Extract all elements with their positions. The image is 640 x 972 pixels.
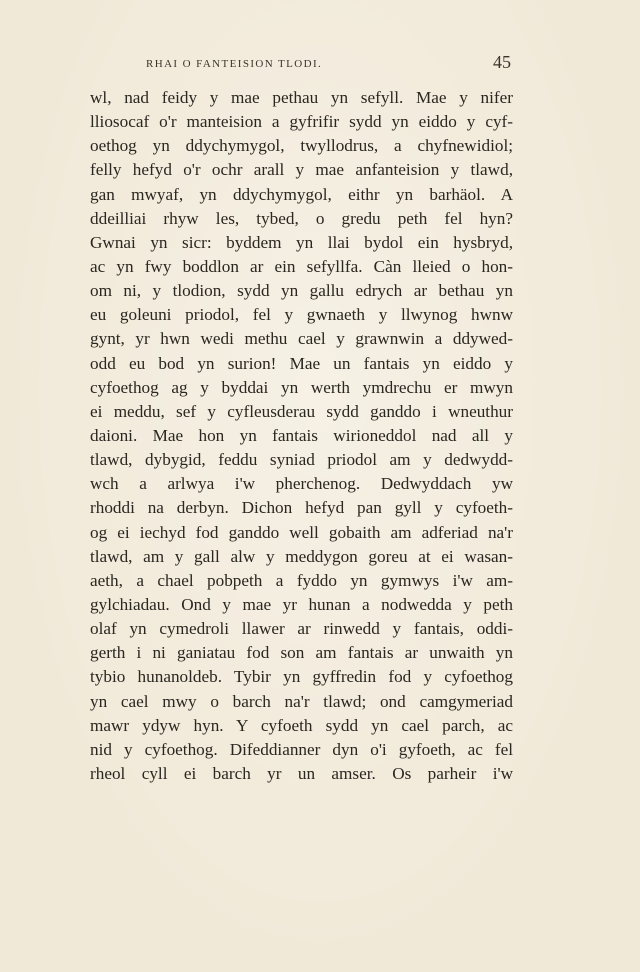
text-line: mawr ydyw hyn. Y cyfoeth sydd yn cael parch, ac [90,715,513,735]
text-line: ei meddu, sef y cyfleusderau sydd ganddo i wneuthur [90,401,513,421]
page-number: 45 [493,52,511,72]
text-line: rhoddi na derbyn. Dichon hefyd pan gyll y cyfoeth- [90,498,513,518]
text-line: gylchiadau. Ond y mae yr hunan a nodwedda y peth [90,594,513,614]
text-line: tlawd, dybygid, feddu syniad priodol am y dedwydd- [90,450,513,470]
running-title: RHAI O FANTEISION TLODI. [146,58,323,70]
text-line: nid y cyfoethog. Difeddianner dyn o'i gyfoeth, ac fel [90,739,513,759]
text-line: odd eu bod yn surion! Mae un fantais yn eiddo y [90,353,513,373]
text-line: oethog yn ddychymygol, twyllodrus, a chyfnewidiol; [90,136,513,156]
text-line: om ni, y tlodion, sydd yn gallu edrych ar bethau yn [90,281,513,301]
text-line: felly hefyd o'r ochr arall y mae anfanteision y tlawd, [90,160,513,180]
text-line: yn cael mwy o barch na'r tlawd; ond camgymeriad [90,691,513,711]
text-line: og ei iechyd fod ganddo well gobaith am adferiad na'r [90,522,513,542]
text-line: lliosocaf o'r manteision a gyfrifir sydd yn eiddo y cyf- [90,112,513,132]
body-text [90,86,513,786]
text-line: gan mwyaf, yn ddychymygol, eithr yn barhäol. A [90,184,513,204]
text-line: wch a arlwya i'w pherchenog. Dedwyddach yw [90,474,513,494]
text-line: cyfoethog ag y byddai yn werth ymdrechu er mwyn [90,377,513,397]
text-line: daioni. Mae hon yn fantais wirioneddol nad all y [90,425,513,445]
page-header [96,52,511,76]
text-line: aeth, a chael pobpeth a fyddo yn gymwys i'w am- [90,570,513,590]
text-line: tybio hunanoldeb. Tybir yn gyffredin fod y cyfoethog [90,667,513,687]
text-line: ddeilliai rhyw les, tybed, o gredu peth fel hyn? [90,208,513,228]
text-line: tlawd, am y gall alw y meddygon goreu at ei wasan- [90,546,513,566]
text-line: rheol cyll ei barch yr un amser. Os parheir i'w [90,763,513,783]
text-line: eu goleuni priodol, fel y gwnaeth y llwynog hwnw [90,305,513,325]
text-line: wl, nad feidy y mae pethau yn sefyll. Mae y nifer [90,88,513,107]
text-line: gerth i ni ganiatau fod son am fantais ar unwaith yn [90,643,513,663]
text-line: Gwnai yn sicr: byddem yn llai bydol ein hysbryd, [90,232,513,252]
text-line: ac yn fwy boddlon ar ein sefyllfa. Càn lleied o hon- [90,256,513,276]
text-line: gynt, yr hwn wedi methu cael y grawnwin a ddywed- [90,329,513,349]
text-line: olaf yn cymedroli llawer ar rinwedd y fantais, oddi- [90,619,513,639]
